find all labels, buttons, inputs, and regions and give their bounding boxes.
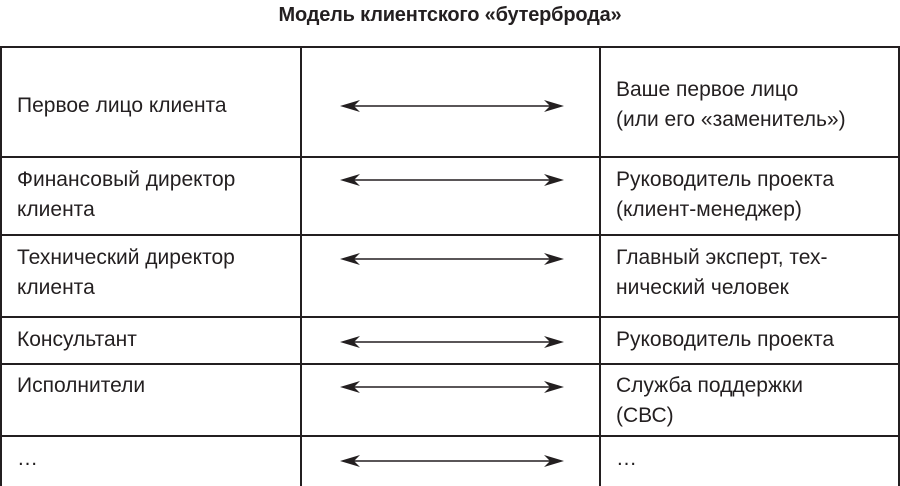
table-row	[0, 236, 900, 318]
sandwich-table	[0, 46, 900, 484]
vendor-role-cell: Руководитель проекта	[616, 328, 835, 351]
client-role-cell: Консультант	[17, 328, 137, 351]
client-role-cell: Исполнители	[17, 374, 146, 397]
column-divider	[300, 48, 302, 486]
table-row	[0, 48, 900, 158]
vendor-role-cell: Ваше первое лицо (или его «заменитель»)	[616, 78, 846, 131]
vendor-role-cell: …	[616, 447, 637, 470]
table-row	[0, 158, 900, 236]
double-arrow-icon	[340, 454, 564, 468]
table-border-left	[0, 48, 2, 486]
double-arrow-icon	[340, 252, 564, 266]
client-role-cell: Технический директор клиента	[17, 246, 235, 299]
table-row	[0, 437, 900, 486]
vendor-role-cell: Главный эксперт, тех- нический человек	[616, 246, 828, 299]
double-arrow-icon	[340, 173, 564, 187]
table-row	[0, 365, 900, 437]
figure-title: Модель клиентского «бутерброда»	[278, 4, 622, 26]
client-role-cell: …	[17, 447, 38, 470]
column-divider	[599, 48, 601, 486]
vendor-role-cell: Руководитель проекта (клиент-менеджер)	[616, 168, 835, 221]
client-role-cell: Финансовый директор клиента	[17, 168, 236, 221]
client-role-cell: Первое лицо клиента	[17, 94, 227, 117]
double-arrow-icon	[340, 99, 564, 113]
vendor-role-cell: Служба поддержки (СВС)	[616, 374, 803, 427]
table-row	[0, 318, 900, 365]
double-arrow-icon	[340, 380, 564, 394]
double-arrow-icon	[340, 335, 564, 349]
